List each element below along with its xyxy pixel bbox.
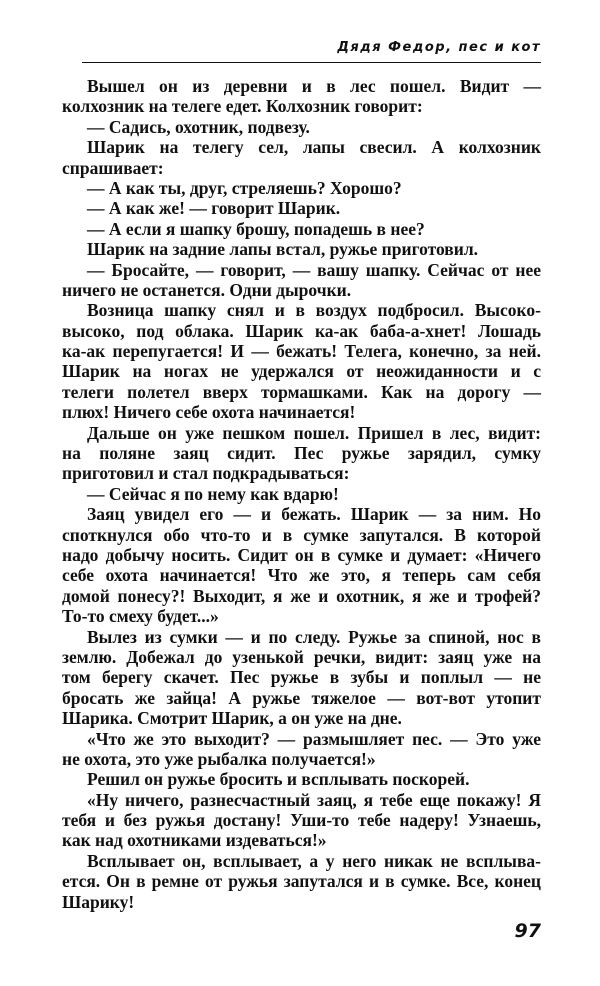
paragraph <box>62 219 541 239</box>
paragraph <box>62 260 541 301</box>
text-line: ется. Он в ремне от ружья запутался и в сумке. Все, конец <box>62 871 541 892</box>
text-line: на поляне заяц сидит. Пес ружье зарядил, сумку <box>62 443 541 464</box>
text-line: споткнулся обо что-то и в сумке запутался. В которой <box>62 524 541 545</box>
text-line: том берегу скачет. Пес ружье в зубы и поплыл — не <box>62 667 541 688</box>
paragraph <box>62 627 541 729</box>
text-line: Дальше он уже пешком пошел. Пришел в лес, видит: <box>87 422 541 443</box>
text-line: ничего не останется. Одни дырочки. <box>62 279 352 300</box>
paragraph <box>62 137 541 178</box>
running-header: Дядя Федор, пес и кот <box>337 40 541 55</box>
text-line: плюх! Ничего себе охота начинается! <box>62 402 356 423</box>
page-number: 97 <box>514 920 541 942</box>
text-line: Решил он ружье бросить и всплывать поскорей. <box>87 769 470 790</box>
text-line: землю. Добежал до узенькой речки, видит: заяц уже на <box>62 646 541 667</box>
text-line: бросать же зайца! А ружье тяжелое — вот-вот утопит <box>62 687 541 708</box>
body-text <box>62 76 541 912</box>
text-line: Всплывает он, всплывает, а у него никак не всплыва- <box>87 850 541 871</box>
text-line: спрашивает: <box>62 157 164 178</box>
text-line: — А если я шапку брошу, попадешь в нее? <box>87 218 425 239</box>
text-line: — Бросайте, — говорит, — вашу шапку. Сейчас от нее <box>87 259 541 280</box>
text-line: Шарик на телегу сел, лапы свесил. А колхозник <box>87 137 541 158</box>
paragraph <box>62 851 541 912</box>
text-line: «Ну ничего, разнесчастный заяц, я тебе еще покажу! Я <box>87 789 541 810</box>
paragraph <box>62 239 541 259</box>
text-line: «Что же это выходит? — размышляет пес. — Это уже <box>87 728 541 749</box>
text-line: Вышел он из деревни и в лес пошел. Видит — <box>87 76 541 96</box>
text-line: Шарика. Смотрит Шарик, а он уже на дне. <box>62 708 402 729</box>
text-line: Вылез из сумки — и по следу. Ружье за спиной, нос в <box>87 626 541 647</box>
text-line: колхозник на телеге едет. Колхозник говорит: <box>62 96 423 117</box>
paragraph <box>62 769 541 789</box>
paragraph <box>62 729 541 770</box>
text-line: как над охотниками издеваться!» <box>62 830 327 851</box>
text-line: — А как же! — говорит Шарик. <box>87 198 341 219</box>
text-line: — Сейчас я по нему как вдарю! <box>87 483 339 504</box>
text-line: Шарик на задние лапы встал, ружье приготовил. <box>87 239 479 260</box>
text-line: То-то смеху будет...» <box>62 606 219 627</box>
text-line: — Садись, охотник, подвезу. <box>87 116 310 137</box>
text-line: — А как ты, друг, стреляешь? Хорошо? <box>87 177 402 198</box>
paragraph <box>62 484 541 504</box>
text-line: Заяц увидел его — и бежать. Шарик — за ним. Но <box>87 504 541 525</box>
paragraph <box>62 117 541 137</box>
paragraph <box>62 423 541 484</box>
text-line: ка-ак перепугается! И — бежать! Телега, конечно, за ней. <box>62 341 541 362</box>
text-line: телеги полетел вверх тормашками. Как на дорогу — <box>62 381 541 402</box>
paragraph <box>62 198 541 218</box>
text-line: себе охота начинается! Что же это, я теперь сам себя <box>62 565 541 586</box>
text-line: тебя и без ружья достану! Уши-то тебе надеру! Узнаешь, <box>62 810 541 831</box>
paragraph <box>62 76 541 117</box>
text-line: Шарик на ногах не удержался от неожиданности и с <box>62 361 541 382</box>
paragraph <box>62 790 541 851</box>
paragraph <box>62 504 541 626</box>
text-line: не охота, это уже рыбалка получается!» <box>62 748 376 769</box>
text-line: домой понесу?! Выходит, я же и охотник, я же и трофей? <box>62 585 541 606</box>
text-line: Возница шапку снял и в воздух подбросил. Высоко- <box>87 300 541 321</box>
text-line: надо добычу носить. Сидит он в сумке и думает: «Ничего <box>62 544 541 565</box>
paragraph <box>62 300 541 422</box>
text-line: приготовил и стал подкрадываться: <box>62 463 350 484</box>
text-line: высоко, под облака. Шарик ка-ак баба-а-хнет! Лошадь <box>62 320 541 341</box>
text-line: Шарику! <box>62 891 135 912</box>
header-rule <box>82 62 541 63</box>
paragraph <box>62 178 541 198</box>
